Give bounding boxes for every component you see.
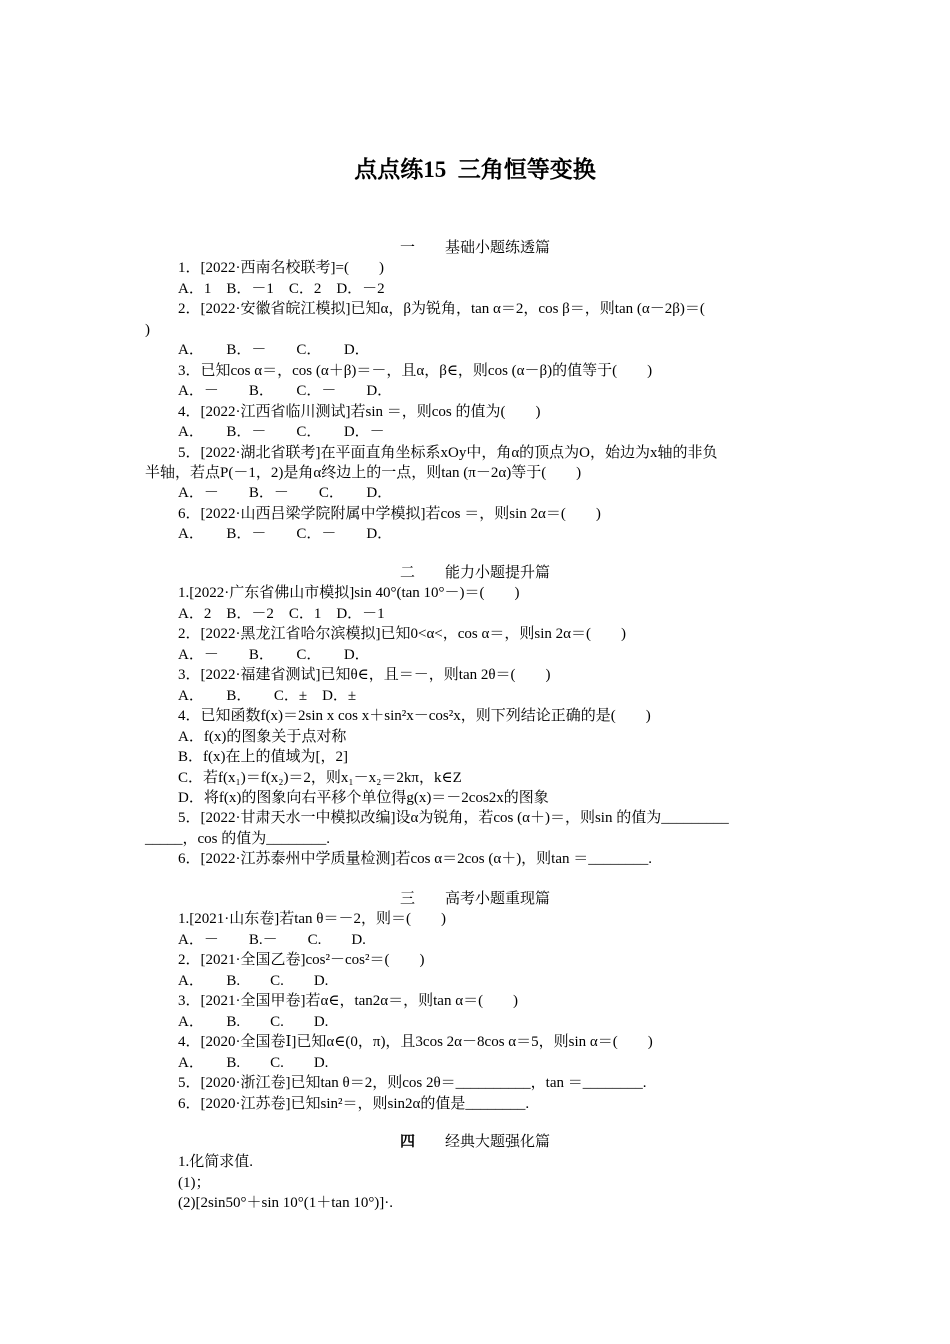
answer-options: D．将f(x)的图象向右平移个单位得g(x)＝－2cos2x的图象 <box>178 789 549 806</box>
answer-options: A．2 B．－2 C．1 D．－1 <box>178 605 385 622</box>
question-line: 半轴，若点P(－1，2)是角α终边上的一点，则tan (π－2α)等于( ) <box>145 464 582 481</box>
section-heading <box>0 889 950 909</box>
question-line: 3．已知cos α＝，cos (α＋β)＝－，且α，β∈，则cos (α－β)的值等于( ) <box>178 362 653 379</box>
section-heading <box>0 238 950 258</box>
answer-options: A．1 B．－1 C．2 D．－2 <box>178 280 385 297</box>
answer-options: C．若f(x₁)＝f(x₂)＝2，则x₁－x₂＝2kπ，k∈Z <box>178 769 462 786</box>
question-line: 4．[2020·全国卷Ⅰ]已知α∈(0，π)，且3cos 2α－8cos α＝5，则sin α＝( ) <box>178 1034 653 1051</box>
question-line: 6．[2022·江苏泰州中学质量检测]若cos α＝2cos (α＋)，则tan ＝________. <box>178 851 653 868</box>
answer-options: A． B．－ C． D． <box>178 342 370 359</box>
question-line: 1.[2021·山东卷]若tan θ＝－2，则＝( ) <box>178 911 446 928</box>
answer-options: A． B． C．± D．± <box>178 687 357 704</box>
answer-options: A．f(x)的图象关于点对称 <box>178 728 347 745</box>
question-line: 2．[2022·安徽省皖江模拟]已知α，β为锐角，tan α＝2，cos β＝，则tan (α－2β)＝( <box>178 301 705 318</box>
question-line: 1．[2022·西南名校联考]=( ) <box>178 260 384 277</box>
section-title: 基础小题练透篇 <box>445 240 551 256</box>
answer-options: A． B. C. D. <box>178 1013 329 1030</box>
answer-options: A． B．－ C． D．－ <box>178 424 385 441</box>
answer-options: B．f(x)在上的值域为[，2] <box>178 749 348 766</box>
question-line: 1.化简求值. <box>178 1154 254 1171</box>
question-line: 2．[2021·全国乙卷]cos²－cos²＝( ) <box>178 952 425 969</box>
section-heading <box>0 563 950 583</box>
question-line: 3．[2022·福建省测试]已知θ∈，且＝－，则tan 2θ＝( ) <box>178 667 551 684</box>
answer-options: A． B. C. D. <box>178 972 329 989</box>
question-line: 5．[2022·湖北省联考]在平面直角坐标系xOy中，角α的顶点为O，始边为x轴的非负 <box>178 444 718 461</box>
page-title: 点点练15 三角恒等变换 <box>354 157 596 182</box>
answer-options: A． B．－ C．－ D． <box>178 526 393 543</box>
section-title: 能力小题提升篇 <box>445 565 551 581</box>
question-line: 1.[2022·广东省佛山市模拟]sin 40°(tan 10°－)＝( ) <box>178 585 520 602</box>
section-title: 经典大题强化篇 <box>445 1134 551 1150</box>
question-line: ) <box>145 321 150 338</box>
section-number: 三 <box>399 891 415 907</box>
question-line: 3．[2021·全国甲卷]若α∈，tan2α＝，则tan α＝( ) <box>178 993 519 1010</box>
question-line: 5．[2022·甘肃天水一中模拟改编]设α为锐角，若cos (α＋)＝，则sin 的值为_________ <box>178 810 729 827</box>
question-line: (1)； <box>178 1174 211 1191</box>
section-number: 二 <box>399 565 415 581</box>
section-heading <box>0 1132 950 1152</box>
answer-options: A．－ B．－ C． D． <box>178 485 393 502</box>
question-line: 4．[2022·江西省临川测试]若sin ＝，则cos 的值为( ) <box>178 403 541 420</box>
answer-options: A．－ B． C．－ D． <box>178 383 393 400</box>
section-number: 一 <box>399 240 415 256</box>
section-number: 四 <box>399 1134 415 1150</box>
question-line: 5．[2020·浙江卷]已知tan θ＝2，则cos 2θ＝__________，tan ＝________. <box>178 1075 647 1092</box>
question-line: 2．[2022·黑龙江省哈尔滨模拟]已知0<α<，cos α＝，则sin 2α＝( ) <box>178 626 626 643</box>
question-line: (2)[2sin50°＋sin 10°(1＋tan 10°)]·. <box>178 1195 394 1212</box>
question-line: 4．已知函数f(x)＝2sin x cos x＋sin²x－cos²x，则下列结论正确的是( ) <box>178 708 651 725</box>
answer-options: A．－ B.－ C. D. <box>178 931 366 948</box>
question-line: 6．[2022·山西吕梁学院附属中学模拟]若cos ＝，则sin 2α＝( ) <box>178 505 601 522</box>
section-title: 高考小题重现篇 <box>445 891 551 907</box>
question-line: _____，cos 的值为________. <box>145 830 330 847</box>
answer-options: A． B. C. D. <box>178 1054 329 1071</box>
answer-options: A．－ B． C． D． <box>178 646 370 663</box>
question-line: 6．[2020·江苏卷]已知sin²＝，则sin2α的值是________. <box>178 1095 530 1112</box>
